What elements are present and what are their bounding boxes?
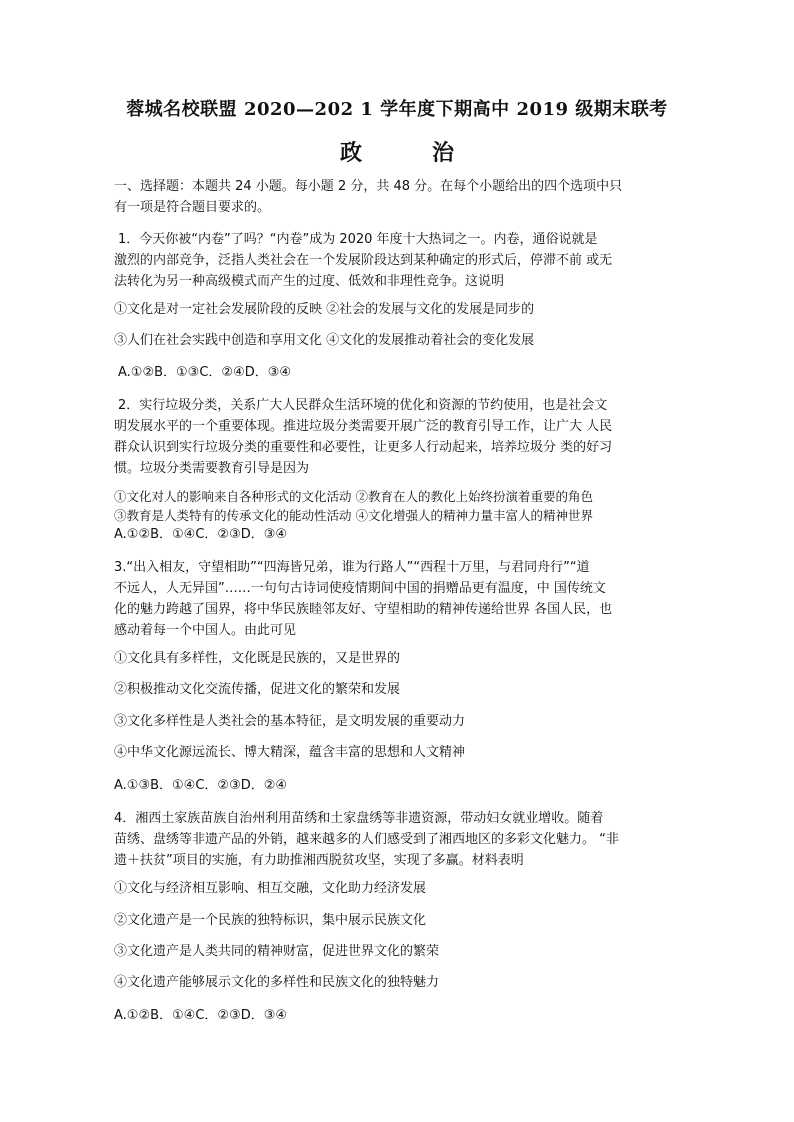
q4-option-3: ③文化遗产是人类共同的精神财富，促进世界文化的繁荣 bbox=[114, 944, 440, 959]
q3-option-3: ③文化多样性是人类社会的基本特征，是文明发展的重要动力 bbox=[114, 714, 466, 729]
q3-option-4: ④中华文化源远流长、博大精深，蕴含丰富的思想和人文精神 bbox=[114, 745, 466, 760]
q1-stem-line-3: 法转化为另一种高级模式而产生的过度、低效和非理性竞争。这说明 bbox=[114, 274, 505, 289]
q3-stem-line-4: 感动着每一个中国人。由此可见 bbox=[114, 623, 297, 638]
q3-stem-line-3: 化的魅力跨越了国界，将中华民族睦邻友好、守望相助的精神传递给世界 各国人民，也 bbox=[114, 602, 613, 617]
q3-answers: A.①③B．①④C．②③D．②④ bbox=[114, 778, 288, 793]
q4-stem-line-3: 遗＋扶贫”项目的实施，有力助推湘西脱贫攻坚，实现了多赢。材料表明 bbox=[114, 853, 524, 868]
q4-stem-line-2: 苗绣、盘绣等非遗产品的外销，越来越多的人们感受到了湘西地区的多彩文化魅力。 “非 bbox=[114, 832, 619, 847]
q2-stem-line-2: 明发展水平的一个重要体现。推进垃圾分类需要开展广泛的教育引导工作，让广大 人民 bbox=[114, 419, 613, 434]
q3-option-1: ①文化具有多样性，文化既是民族的，又是世界的 bbox=[114, 651, 401, 666]
q1-stem-line-1: 1．今天你被“内卷”了吗？“内卷”成为 2020 年度十大热词之一。内卷，通俗说就是 bbox=[118, 232, 598, 247]
q3-option-2: ②积极推动文化交流传播，促进文化的繁荣和发展 bbox=[114, 682, 401, 697]
instructions-line-1: 一、选择题：本题共 24 小题。每小题 2 分，共 48 分。在每个小题给出的四个选项中只 bbox=[114, 179, 623, 194]
q1-answers: A.①②B．①③C．②④D．③④ bbox=[118, 365, 292, 380]
q4-option-4: ④文化遗产能够展示文化的多样性和民族文化的独特魅力 bbox=[114, 975, 440, 990]
q2-stem-line-4: 惯。垃圾分类需要教育引导是因为 bbox=[114, 461, 310, 476]
subject-heading: 政 治 bbox=[339, 140, 478, 166]
q3-stem-line-1: 3.“出入相友，守望相助”“四海皆兄弟，谁为行路人”“西程十万里，与君同舟行”“道 bbox=[114, 560, 590, 575]
q4-answers: A.①②B．①④C．②③D．③④ bbox=[114, 1008, 288, 1023]
q1-options-line-1: ①文化是对一定社会发展阶段的反映 ②社会的发展与文化的发展是同步的 bbox=[114, 302, 535, 317]
q2-options-line-2: ③教育是人类特有的传承文化的能动性活动 ④文化增强人的精神力量丰富人的精神世界 bbox=[114, 508, 593, 523]
q2-stem-line-3: 群众认识到实行垃圾分类的重要性和必要性，让更多人行动起来，培养垃圾分 类的好习 bbox=[114, 440, 613, 455]
q4-stem-line-1: 4．湘西土家族苗族自治州利用苗绣和土家盘绣等非遗资源，带动妇女就业增收。随着 bbox=[114, 811, 604, 826]
q4-option-2: ②文化遗产是一个民族的独特标识，集中展示民族文化 bbox=[114, 913, 427, 928]
q2-stem-line-1: 2．实行垃圾分类，关系广大人民群众生活环境的优化和资源的节约使用，也是社会文 bbox=[118, 398, 608, 413]
q2-answers: A.①②B．①④C．②③D．③④ bbox=[114, 527, 288, 542]
q1-stem-line-2: 激烈的内部竞争，泛指人类社会在一个发展阶段达到某种确定的形式后，停滞不前 或无 bbox=[114, 253, 613, 268]
instructions-line-2: 有一项是符合题目要求的。 bbox=[114, 200, 271, 215]
q1-options-line-2: ③人们在社会实践中创造和享用文化 ④文化的发展推动着社会的变化发展 bbox=[114, 333, 535, 348]
exam-title: 蓉城名校联盟 2020—202 1 学年度下期高中 2019 级期末联考 bbox=[126, 99, 668, 120]
q2-options-line-1: ①文化对人的影响来自各种形式的文化活动 ②教育在人的教化上始终扮演着重要的角色 bbox=[114, 489, 593, 504]
q3-stem-line-2: 不远人，人无异国”……一句句古诗词使疫情期间中国的捐赠品更有温度，中 国传统文 bbox=[114, 581, 606, 596]
q4-option-1: ①文化与经济相互影响、相互交融，文化助力经济发展 bbox=[114, 881, 427, 896]
